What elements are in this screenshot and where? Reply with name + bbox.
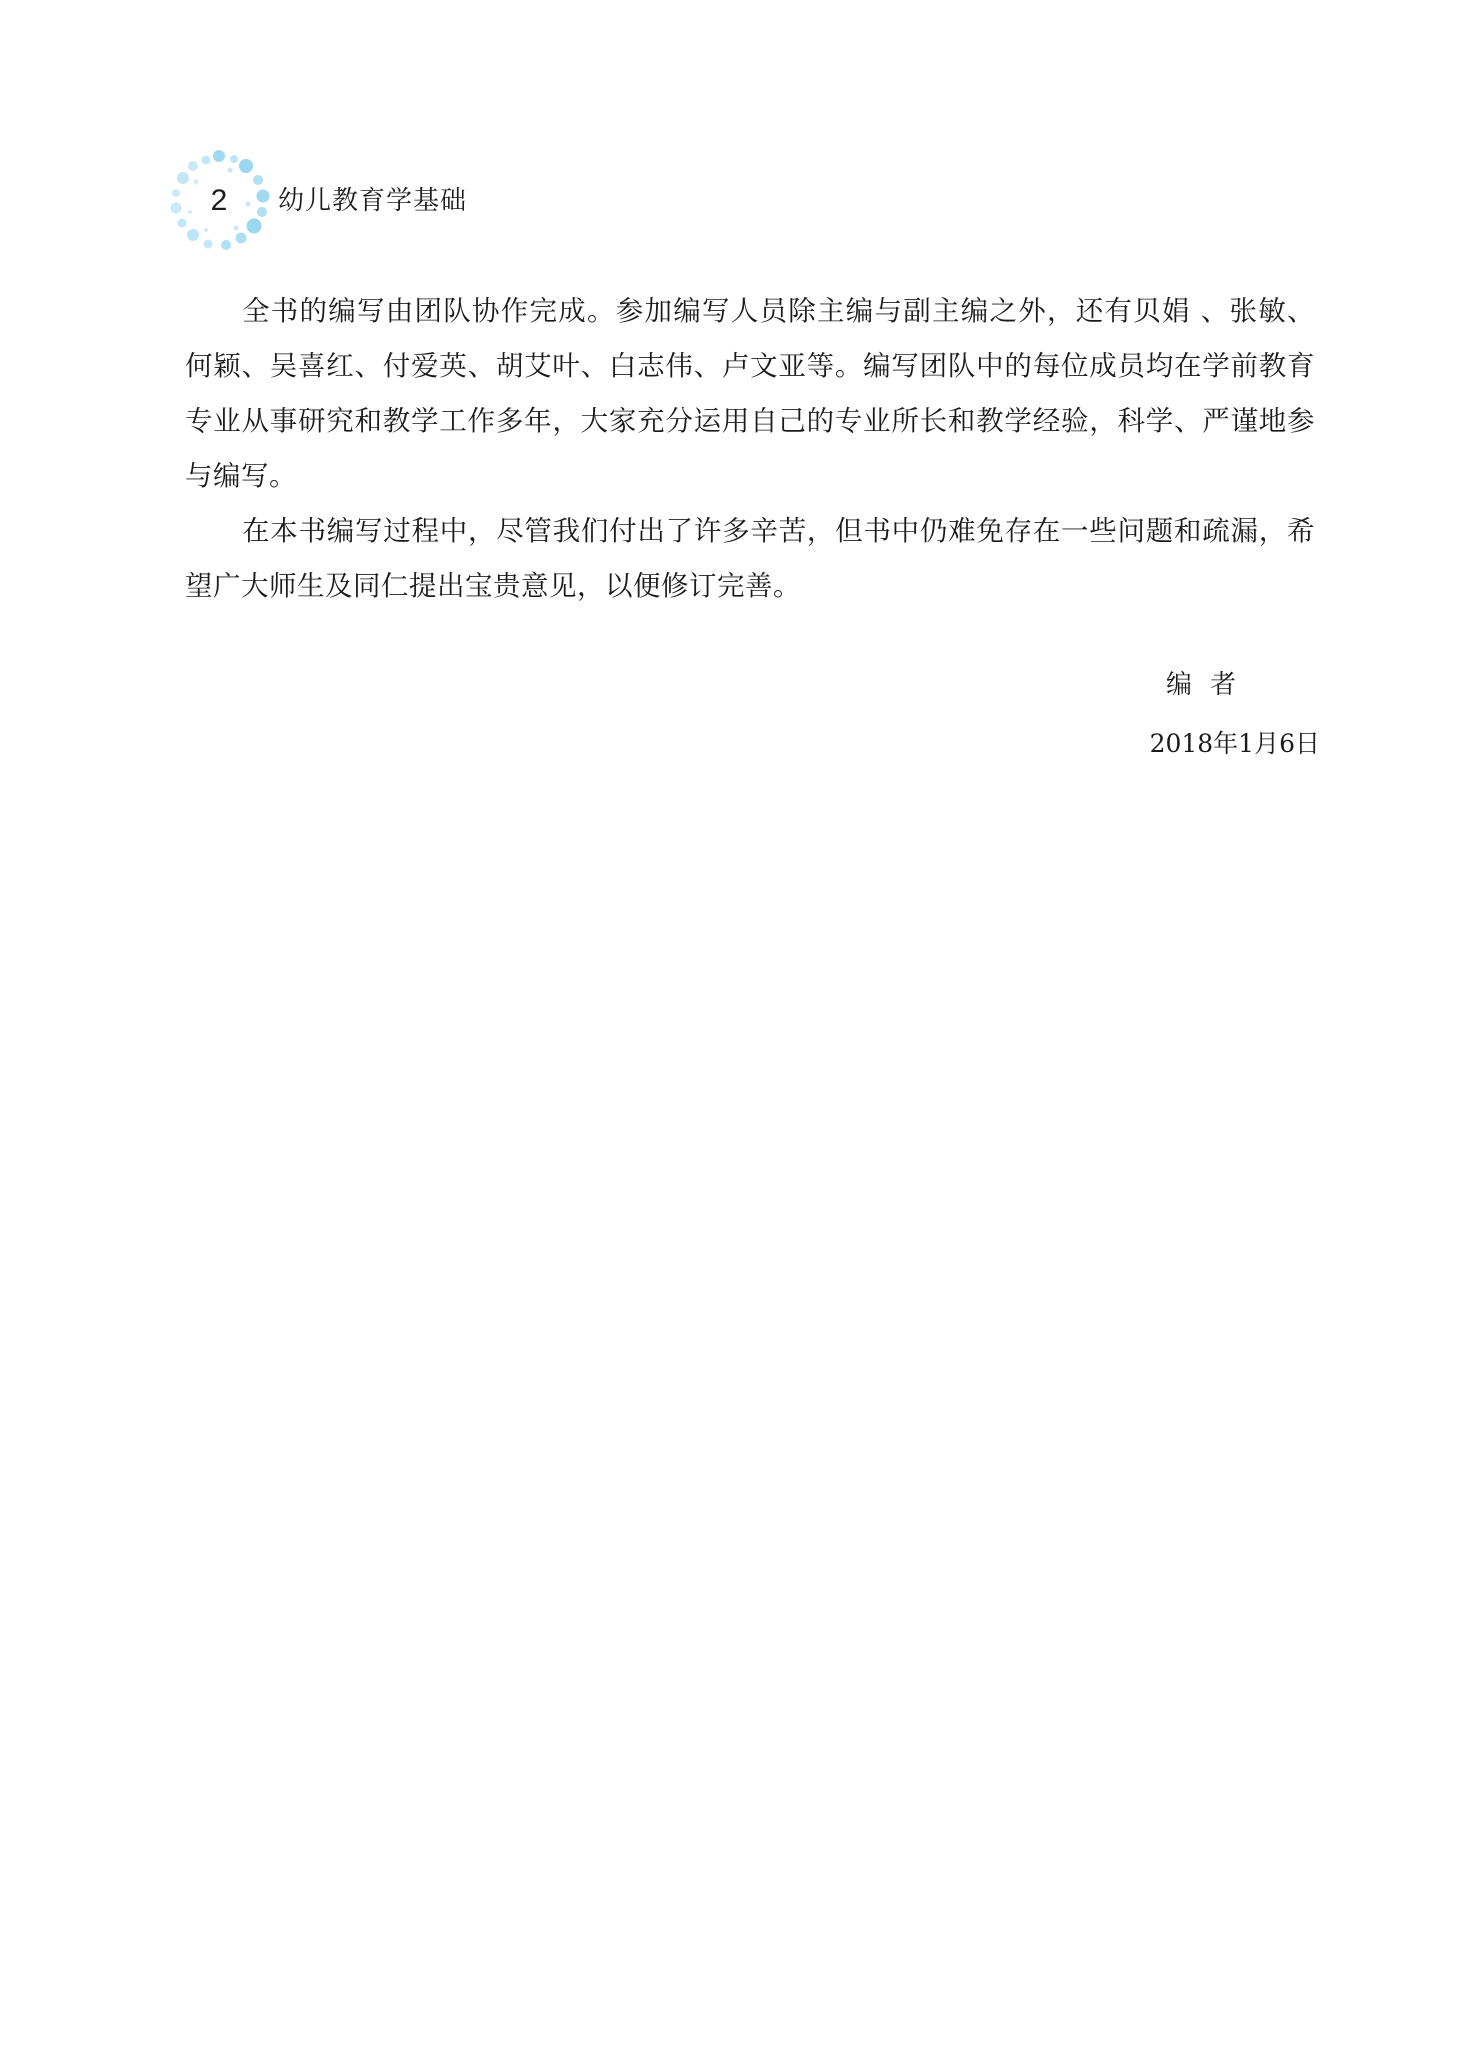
- signature-date: 2018年1月6日: [1149, 729, 1320, 758]
- page-number-badge: [166, 148, 272, 254]
- book-title: 幼儿教育学基础: [278, 186, 468, 216]
- preface-body: [185, 284, 1315, 614]
- page-header: [166, 148, 766, 258]
- paragraph: 在本书编写过程中，尽管我们付出了许多辛苦，但书中仍难免存在一些问题和疏漏，希望广大师生及同仁提出宝贵意见，以便修订完善。: [185, 515, 1315, 602]
- author-signature: 编者: [1165, 670, 1254, 700]
- page-number: 2: [210, 184, 228, 217]
- paragraph: 全书的编写由团队协作完成。参加编写人员除主编与副主编之外，还有贝娟 、张敏、何颖、吴喜红、付爱英、胡艾叶、白志伟、卢文亚等。编写团队中的每位成员均在学前教育专业从事研究和教学工作多年，大家充分运用自己的专业所长和教学经验，科学、严谨地参与编写。: [185, 295, 1315, 492]
